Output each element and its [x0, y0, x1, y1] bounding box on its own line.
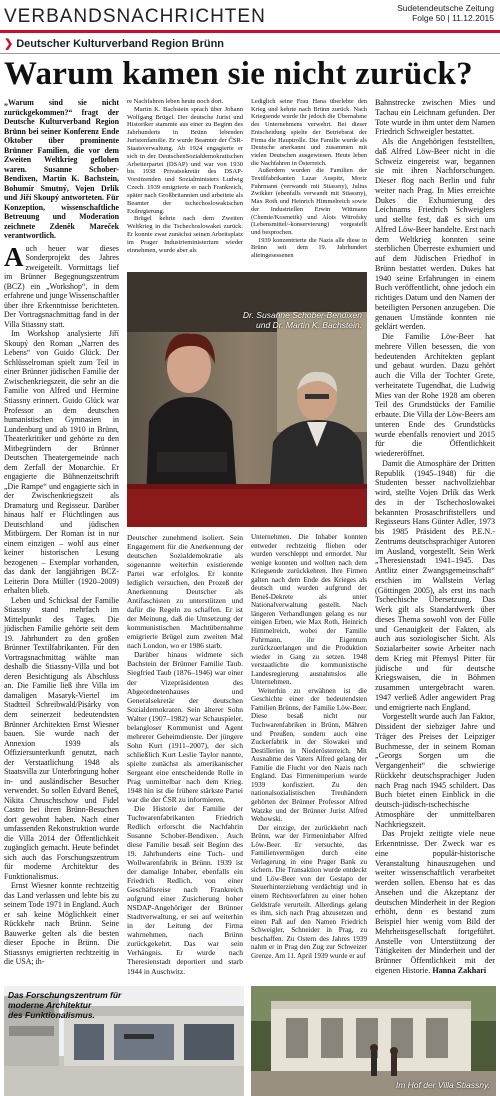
caption-line: Das Forschungszentrum für	[8, 990, 122, 1000]
paragraph: Bahnstrecke zwischen Mies und Tachau ein Leichnam gefunden. Der Tote wurde in ihm unter dem Namen Friedrich Schweigler bestattet.	[375, 98, 495, 137]
paragraph: Damit die Atmosphäre der Dritten Republik (1945–1948) für die Studenten besser nachvollziehbar wird, stellte Vojen Drlík das Werk des in der Tschechoslowakei bekannten Prosaschriftstellers und Regisseurs Hans Günter Adler, 1973 bis 1985 Präsident des P.E.N.-Zentrums deutschsprachiger Autoren im Ausland, vorgestellt. Sein Werk „Theresienstadt 1941–1945. Das Antlitz einer Zwangsgemeinschaft“ erschien im Wallstein Verlag (Göttingen 2005), als erst ins nach Tschechische Übersetzung. Das Werk gilt als Standardwerk über dieses Thema sowohl von der Fülle und Genauigkeit der Fakten, als auch aus soziologischer Sicht. Als Sozialarbeiter sowie Arbeiter nach dem Krieg mit Přemysl Pitter für jüdische und für deutsche Kriegswaisen, die in Böhmen zusammen untergebracht waren. 1947 verließ Adler angewidert Prag und emigrierte nach England.	[375, 458, 495, 712]
paragraph	[375, 829, 495, 975]
caption-line: Dr. Susanne Schober-Bendixen	[242, 310, 362, 320]
paragraph-text: uch heuer war dieses Sonderprojekt des Jahres zweigeteilt. Vormittags lief im Brünner Begegnungszentrum (BCZ) ein „Workshop“, in dem erfahrene und junge Wissenschaftler über ihre Erkenntnisse berichteten. Der Vortragsnachmittag fand in der Villa Stiassny statt.	[4, 243, 119, 329]
paragraph	[4, 241, 119, 330]
paragraph: Im Workshop analysierte Jiří Skoupý den Roman „Narren des Lebens“ von Guido Glück. Der Schlüsselroman spielt zum Teil in einer Brünner jüdischen Familie der Zwischenkriegszeit, die sehr an die Familie von Alfred und Hermine Stiassny erinnert. Guido Glück war Professor an dem deutschen humanistischen Gymnasien in Lundenburg und ab 1910 in Brünn, Theaterkritiker und gehörte zu den Mitbegründern der Brünner Deutschen Theatergemeinde nach dem Zerfall der Monarchie. Er engagierte die Bühnenzeitschrift „Die Rampe“ und engagierte sich in der Zwischenkriegszeit als Dramaturg und Regisseur. Darüber hinaus half er Flüchtlingen aus Deutschland und jüdischen Mitbürgern. Der Roman ist in nur einem einzigen – wohl aus einer keiner historischen Lesung bezogenen – Exemplar vorhanden, das dank der langjährigen BCZ-Leiterin Dora Müller (1920–2009) erhalten blieb.	[4, 329, 119, 596]
paragraph: Lediglich seine Frau Hana überlebte den Krieg und kehrte nach Brünn zurück. Nach Kriegsende wurde ihr jedoch die Übernahme des Unternehmens verwehrt. Bei dieser Entscheidung spielte der Betriebsrat der Firma die Hauptrolle. Die Familie wurde als Deutsche anerkannt und zusammen mit vielen Deutschen ausgewiesen. Heute leben die Nachfahren in Österreich.	[251, 98, 367, 167]
photo-caption: Im Hof der Villa Stiassny.	[395, 1080, 490, 1090]
paragraph: Leben und Schicksal der Familie Stiassny stand mehrfach im Mittelpunkt des Tages. Die jüdischen Familie gehörte seit dem 19. Jahrhundert zu den großen Brünner Textilfabrikanten. Für den Vortragsnachmittag wählte man deshalb die Stiassny-Villa und bot deren Besichtigung als Abschluss an. Die Familie ließ ihre Villa im damaligen Masaryk-Viertel im Stadtteil Schreibwald/Pisárky von dem seinerzeit bedeutendsten Brünner Architekten Ernst Wiesner bauen. Sie wurde nach der Annexion 1939 als Offiziersunterkunft genutzt, nach der Verstaatlichung 1948 als Staatsvilla zur Unterbringung hoher in- und ausländischer Besucher verwendet. So sollen Edvard Beneš, Nikita Chruschtschow und Fidel Castro bei ihren Brünn-Besuchen dort gewohnt haben. Nach einer umfassenden Rekonstruktion wurde die Villa 2014 der Öffentlichkeit zugänglich gemacht. Heute befindet sich auch das Forschungszentrum für moderne Architektur des Funktionalismus.	[4, 595, 119, 881]
column-3-bottom	[251, 533, 367, 960]
photo-research-center	[4, 986, 244, 1096]
paragraph: Weiterhin zu erwähnen ist die Geschichte einer der bedeutendsten Familien Brünns, der Familie Löw-Beer. Diese besaß nicht nur Tuchwarenfabriken in Brünn, Mähren und Preußen, sondern auch eine Zuckerfabrik in der Slowakei und Destillerien in Niederösterreich. Mit Ausnahme des Vaters Alfred gelang der Familie die Flucht vor den Nazis nach England. Das Firmenimperium wurde 1939 konfisziert. Zu den nationalsozialistischen Treuhändern gehörten der Brünner Professor Alfred Watzke und der Brünner Jurist Alfred Wehowski.	[251, 686, 367, 824]
photo-caption	[243, 310, 362, 330]
paragraph-text: Das Projekt zeitigte viele neue Erkenntnisse. Der Zweck war es eine populär-historische Veranstaltung hinauszugehen und weiter wissenschaftlich verarbeitet werden sollen. Ebenso hat es das Ansehen und die Akzeptanz der deutschen Minderheit in der Region erhöht, denn es bestand zum Beispiel hier wenig vom Bild der Mehrheitsgesellschaft fortgeführt. Anstelle von Unterstützung der Tätigkeiten der Minderheit und der Brünner Öffentlichkeit mit der eigenen Historie.	[375, 829, 495, 975]
paragraph: Martin K. Bachstein sprach über Johann Wolfgang Brügel. Der deutsche Jurist und Historiker stammte aus einer zu Beginn des Jahrhunderts in Brünn lebenden Juristenfamilie. Er wurde Beamter der ČSR-Staatsverwaltung. Ab 1924 engagierte er sich in der DeutschenSozialdemokratischen Arbeiterpartei (DSAP) und war von 1930 bis 1938 Privatsekretär des DSAP-Vorsitzenden und Sozialministers Ludwig Czech. 1939 emigrierte er nach Frankreich, später nach Großbritannien und arbeitete als Beamter der tschechoslowakischen Exilregierung.	[127, 105, 243, 215]
column-2-top	[127, 98, 243, 255]
column-1	[4, 98, 119, 967]
page-header	[0, 0, 500, 30]
chevron-right-icon: ❯	[4, 38, 14, 50]
dropcap: A	[4, 241, 24, 272]
paragraph: Außerdem wurden die Familien der Textilfabrikanten Lazar Auspitz, Moriz Fuhrmann (verwandt mit Stiassny), Julius Zwikker (ebenfalls verwandt mit Stiassny), Max Roth und Heinrich Himmelreich sowie der Industriellen Erwin Wittmann (Chemie/Kosmetik) und Alois Witrofsky (Lebensmittel/-konservierung) vorgestellt und besprochen.	[251, 167, 367, 236]
column-2-bottom	[127, 533, 243, 976]
author-name: Hanna Zakhari	[432, 965, 487, 975]
kicker	[4, 37, 224, 50]
kicker-text: Deutscher Kulturverband Region Brünn	[16, 38, 225, 50]
photo-villa-courtyard	[251, 986, 496, 1096]
paragraph: Brügel kehrte nach dem Zweiten Weltkrieg in die Tschechoslowakei zurück. Er konnte zwar zunächst seinen Arbeitsplatz im Prager Industrieministerium wieder einnehmen, wurde aber als	[127, 215, 243, 254]
paragraph: Deutscher zunehmend isoliert. Sein Engagement für die Anerkennung der deutschen Sozialdemokratie als sogenannte weiterhin existierende Partei war erfolglos. Er konnte lediglich versuchen, den Prozeß der Anerkennung Deutscher als Antifaschisten zu unterstützen und dafür die Regeln zu schaffen. Er ist der Meinung, daß die Umsetzung der kommunistischen Machtübernahme emigrierte Brügel zum zweiten Mal nach London, wo er 1986 starb.	[127, 533, 243, 651]
paragraph: Darüber hinaus widmete sich Bachstein der Brünner Familie Taub. Siegfried Taub (1876–1946) war einer der Vizepräsidenten des Abgeordnetenhauses und Generalsekretär der deutschen Sozialdemokraten. Sein älterer Sohn Walter (1907–1982) war Schauspieler, belangloser Kommunist und Agent mehrerer Geheimdienste. Der jüngere Sohn Kurt (1911–2007), der sich schließlich Kurt Leslie Taylor nannte, spielte zunächst als amerikanischer Sergeant eine entscheidende Rolle in Prag unmittelbar nach dem Krieg. 1948 hin ist die frühere stärkste Partei war die der ČSR zu informieren.	[127, 650, 243, 804]
caption-line: und Dr. Martin K. Bachstein.	[256, 320, 362, 330]
caption-line: moderne Architektur	[8, 1000, 92, 1010]
lead-paragraph: „Warum sind sie nicht zurückgekommen?“ fragt der Deutsche Kulturverband Region Brünn bei seiner Konferenz Ende Oktober über prominente Brünner Familien, die vor dem Zweiten Weltkrieg geflohen waren. Susanne Schober-Bendixen, Martin K. Bachstein, Bohumír Smutný, Vojen Drlík und Jiří Skoupý antworteten. Für Konzeption, wissenschaftliche Betreuung und Moderation zeichnete Zdeněk Mareček verantwortlich.	[4, 98, 119, 241]
paragraph: Ernst Wiesner konnte rechtzeitig das Land verlassen und lebte bis zu seinem Tode 1971 in England. Auch er sah keine Möglichkeit einer Rückkehr nach Brünn. Seine Bauwerke gelten als die besten dieser Epoche in Brünn. Die Stiassnys emigrierten rechtzeitig in die USA; ih-	[4, 881, 119, 967]
photo-speakers	[127, 272, 367, 527]
paragraph: 1939 konzentrierte die Nazis alle diese in Brünn seit dem 19. Jahrhundert alteingesessenen	[251, 236, 367, 260]
headline: Warum kamen sie nicht zurück?	[4, 56, 473, 92]
paper-info	[397, 3, 494, 23]
accent-rule	[0, 30, 500, 33]
column-3-top	[251, 98, 367, 260]
paragraph: re Nachfahren leben heute noch dort.	[127, 98, 224, 105]
paragraph: Vorgestellt wurde auch Jan Faktor, Dissident der siebziger Jahre und Träger des Preises der Leipziger Buchmesse, der in seinem Roman „Georgs Sorgen um die Vergangenheit“ die schwierige Rückkehr deutschsprachiger Juden nach Prag nach 1945 schildert. Das Buch bietet einen Einblick in die deutsch-jüdisch-tschechische Atmosphäre der unmittelbaren Nachkriegszeit.	[375, 712, 495, 829]
section-title: VERBANDSNACHRICHTEN	[4, 6, 266, 27]
paragraph: Unternehmen. Die Inhaber konnten entweder rechtzeitig fliehen oder wurden verschleppt und ermordet. Nur wenige konnten und wollten nach dem Kriegsende zurückkehren. Ihre Firmen galten nach dem Ende des Krieges als deutsch und wurden aufgrund der Beneš-Dekrete als unter Nationalverwaltung gestellt. Nach längeren Verhandlungen gelang es nur einigen Erben, wie Max Roth, Heinrich Himmelreich, wobei der Familie Fuhrmann, ihr Eigentum zurückzuerlangen und die Produktion wieder in Gang zu setzen. 1948 verstaatlichte die kommunistische Landesregierung ausnahmslos alle Unternehmen.	[251, 533, 367, 687]
paper-name: Sudetendeutsche Zeitung	[397, 3, 494, 13]
issue-info: Folge 50 | 11.12.2015	[412, 13, 494, 23]
paragraph: Der einzige, der zurückkehrt nach Brünn, war der Firmeninhaber Alfred Löw-Beer. Er versuchte, das Familienvermögen durch eine Verlagerung in eine Prager Bank zu sichern. Die Transaktion wurde entdeckt und Löw-Beer von der Gestapo der Steuerhinterziehung verdächtigt und in einem Rechtsverfahren zu einer hohen Geldstrafe verurteilt. Allerdings gelang es ihm, sich nach Prag abzusetzen und einen Paß auf den Namen Friedrich Schweigler, Schneider in Prag, zu beschaffen. Zu Ostern des Jahres 1939 nahm er in Prag den Zug zur Schweizer Grenze. Am 11. April 1939 wurde er auf	[251, 823, 367, 960]
column-4	[375, 98, 495, 976]
paragraph: Die Historie der Familie der Tuchwarenfabrikanten Friedrich Redlich erforscht die Nachfahrin Susanne Schober-Bendixen. Auch diese Familie besaß seit Beginn des 19. Jahrhunderts eine Tuch- und Wollwarenfabrik in Brünn. 1939 ist der damalige Inhaber, ebenfalls ein Friedrich Redlich, von einer Geschäftsreise nach Frankreich aufgrund einer Zusicherung hoher NSDAP-Angehöriger der Brünner Stadtverwaltung, er sei auf weiterhin in der Leitung der Firma wahrnehmen, nach Brünn zurückgekehrt. Das war sein Verhängnis. Er wurde nach Theresienstadt deportiert und starb 1944 in Auschwitz.	[127, 803, 243, 976]
photo-caption	[8, 990, 121, 1020]
paragraph: Als die Angehörigen feststellten, daß Alfred Löw-Beer nicht in die Schweiz eingereist war, begannen sie mit ihren Nachforschungen. Dieser flog nach Berlin und fuhr weiter nach Prag. In Mies erreichte Dukes die Exhumierung des Leichnams Friedrich Schweiglers und stellte fest, daß es sich um Alfred Löw-Beer handelte. Erst nach dem Weltkrieg konnten seine sterblichen Überreste exhumiert und auf dem Jüdischen Friedhof in Brünn bestattet werden. Dukes hat 1940 seine Erfahrungen in einem Buch veröffentlicht, ohne jedoch ein richtiges Datum und den Namen der beteiligten Personen anzugeben. Die genauen Umstände konnten nie geklärt werden.	[375, 137, 495, 332]
caption-line: des Funktionalismus.	[8, 1010, 95, 1020]
paragraph: Die Familie Löw-Beer hat mehrere Villen besessen, die von bedeutenden Architekten geplant und gebaut wurden. Dazu gehört auch die Villa der Tochter Grete, verheiratete Tugendhat, die Ludwig Mies van der Rohe 1928 am oberen Teil des Grundstücks der Familie erbaute. Die Villa der Löw-Beers am unteren Ende des Grundstücks wurde ebenfalls renoviert und 2015 für die Öffentlichkeit wiedereröffnet.	[375, 332, 495, 458]
